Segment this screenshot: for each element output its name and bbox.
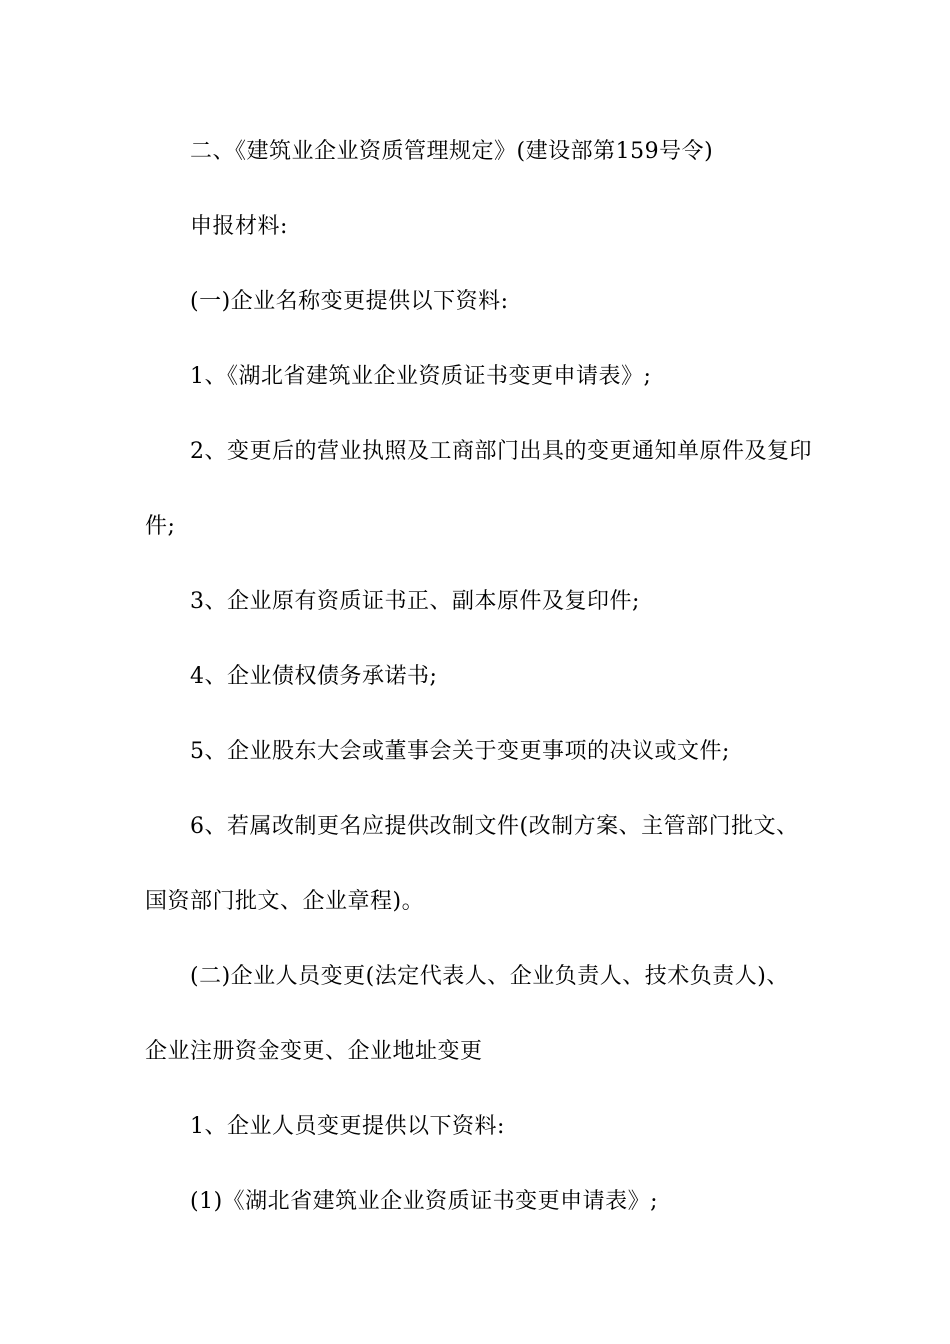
list-item-continuation: 国资部门批文、企业章程)。	[145, 889, 425, 914]
section-heading: 二、《建筑业企业资质管理规定》(建设部第159号令)	[190, 139, 714, 164]
list-item: 2、变更后的营业执照及工商部门出具的变更通知单原件及复印	[190, 439, 812, 464]
list-item: 3、企业原有资质证书正、副本原件及复印件;	[190, 589, 640, 614]
list-item: 1、《湖北省建筑业企业资质证书变更申请表》;	[190, 364, 652, 389]
list-item: (1)《湖北省建筑业企业资质证书变更申请表》;	[190, 1189, 659, 1214]
list-item: 1、企业人员变更提供以下资料:	[190, 1114, 505, 1139]
subsection-heading-personnel-change: (二)企业人员变更(法定代表人、企业负责人、技术负责人)、	[190, 964, 789, 989]
list-item: 6、若属改制更名应提供改制文件(改制方案、主管部门批文、	[190, 814, 799, 839]
application-materials-label: 申报材料:	[190, 214, 288, 239]
list-item-continuation: 件;	[145, 514, 176, 539]
list-item: 4、企业债权债务承诺书;	[190, 664, 438, 689]
subsection-heading-name-change: (一)企业名称变更提供以下资料:	[190, 289, 509, 314]
subsection-heading-continuation: 企业注册资金变更、企业地址变更	[145, 1039, 483, 1064]
list-item: 5、企业股东大会或董事会关于变更事项的决议或文件;	[190, 739, 730, 764]
